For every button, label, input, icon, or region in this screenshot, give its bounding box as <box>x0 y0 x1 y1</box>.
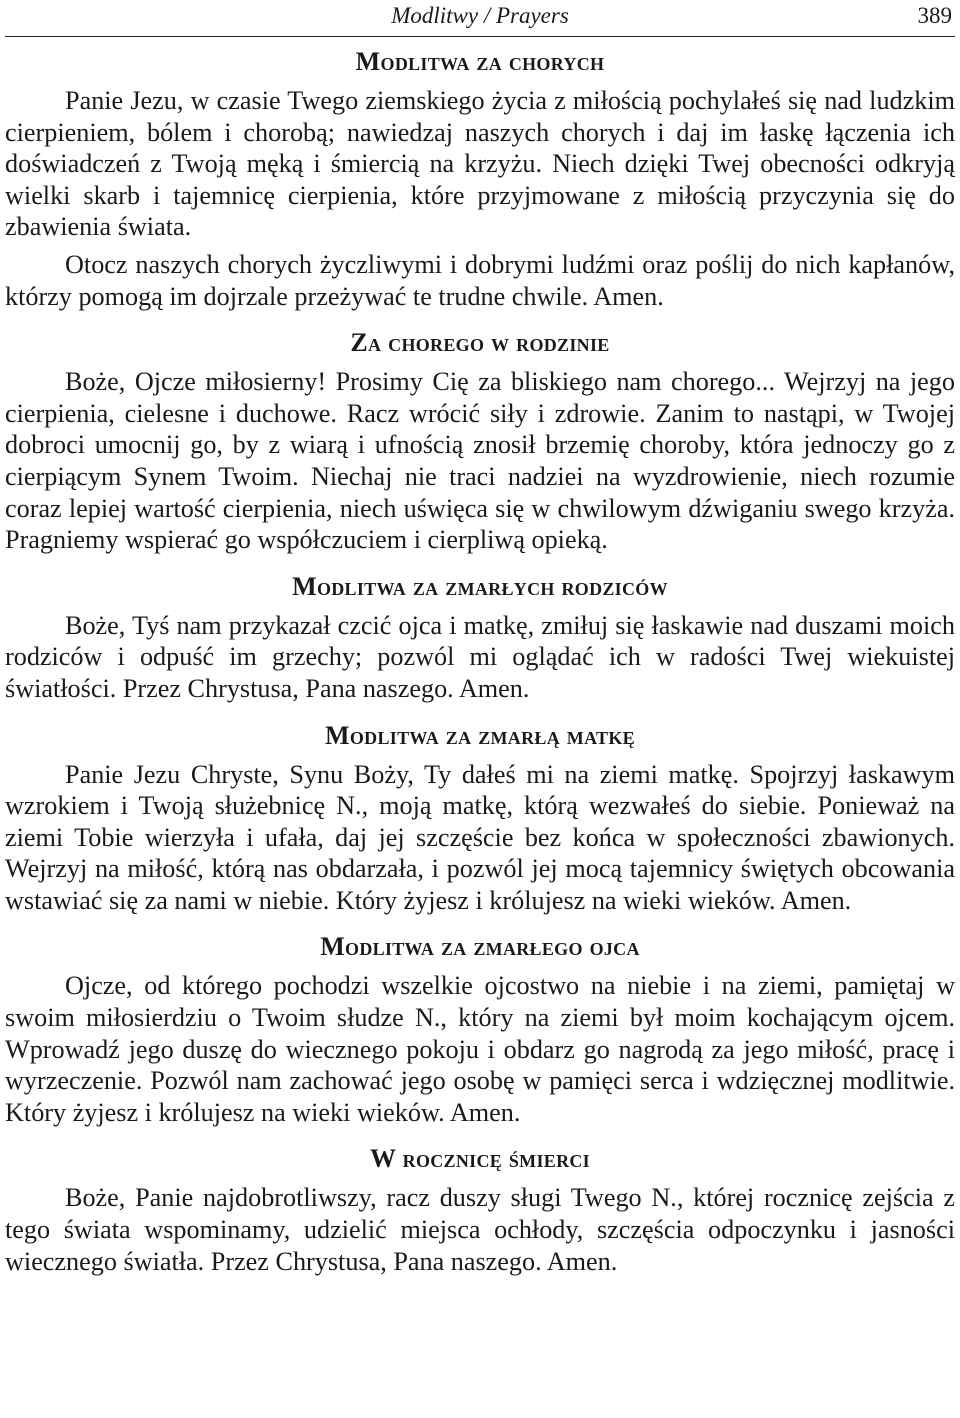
running-title: Modlitwy / Prayers <box>391 3 569 28</box>
section-heading: Modlitwa za chorych <box>355 47 605 76</box>
section-heading: Modlitwa za zmarłych rodziców <box>292 571 668 601</box>
section-death-anniversary <box>5 1142 955 1277</box>
section-prayer-for-the-sick <box>5 45 955 312</box>
paragraph: Boże, Panie najdobrotliwszy, racz duszy sługi Twego N., której rocznicę zejścia z tego świata wspominamy, udzielić miejsca ochłody, szczęścia odpoczynku i jasności wiecznego światła. Przez Chrystusa, Pana naszego. Amen. <box>5 1183 955 1276</box>
section-deceased-father <box>5 930 955 1128</box>
book-page <box>5 0 955 1291</box>
section-heading: Modlitwa za zmarłego ojca <box>320 932 640 962</box>
page-number: 389 <box>917 3 952 28</box>
paragraph: Otocz naszych chorych życzliwymi i dobrymi ludźmi oraz poślij do nich kapłanów, którzy pomogą im dojrzale przeżywać te trudne chwile. Amen. <box>5 249 955 311</box>
page-content <box>5 37 955 1277</box>
running-header <box>5 0 955 37</box>
section-deceased-mother <box>5 719 955 917</box>
paragraph: Boże, Ojcze miłosierny! Prosimy Cię za bliskiego nam chorego... Wejrzyj na jego cierpienia, cielesne i duchowe. Racz wrócić siły i zdrowie. Zanim to nastąpi, w Twojej dobroci umocnij go, by z wiarą i ufnością znosił brzemię choroby, która jednoczy go z cierpiącym Synem Twoim. Niechaj nie traci nadziei na wyzdrowienie, niech rozumie coraz lepiej wartość cierpienia, niech uświęca się w chwilowym dźwiganiu swego krzyża. Pragniemy wspierać go współczuciem i cierpliwą opieką. <box>5 367 955 555</box>
section-heading: W rocznicę śmierci <box>370 1144 590 1174</box>
section-deceased-parents <box>5 570 955 705</box>
paragraph: Boże, Tyś nam przykazał czcić ojca i matkę, zmiłuj się łaskawie nad duszami moich rodziców i odpuść im grzechy; pozwól mi oglądać ich w radości Twej wiekuistej światłości. Przez Chrystusa, Pana naszego. Amen. <box>5 610 955 703</box>
section-sick-in-family <box>5 326 955 556</box>
section-heading: Modlitwa za zmarłą matkę <box>325 720 635 750</box>
paragraph: Ojcze, od którego pochodzi wszelkie ojcostwo na niebie i na ziemi, pamiętaj w swoim miłosierdziu o Twoim słudze N., który na ziemi był moim kochającym ojcem. Wprowadź jego duszę do wiecznego pokoju i obdarz go nagrodą za jego miłość, pracę i wyrzeczenie. Pozwól nam zachować jego osobę w pamięci serca i wdzięcznej modlitwie. Który żyjesz i królujesz na wieki wieków. Amen. <box>5 971 955 1127</box>
paragraph: Panie Jezu Chryste, Synu Boży, Ty dałeś mi na ziemi matkę. Spojrzyj łaskawym wzrokiem i Twoją służebnicę N., moją matkę, którą wezwałeś do siebie. Ponieważ na ziemi Tobie wierzyła i ufała, daj jej szczęście bez końca w społeczności zbawionych. Wejrzyj na miłość, którą nas obdarzała, i pozwól jej mocą tajemnicy świętych obcowania wstawiać się za nami w niebie. Który żyjesz i królujesz na wieki wieków. Amen. <box>5 759 955 915</box>
paragraph: Panie Jezu, w czasie Twego ziemskiego życia z miłością pochylałeś się nad ludzkim cierpieniem, bólem i chorobą; nawiedzaj naszych chorych i daj im łaskę łączenia ich doświadczeń z Twoją męką i śmiercią na krzyżu. Niech dzięki Twej obecności odkryją wielki skarb i tajemnicę cierpienia, które przyjmowane z miłością przyczynia się do zbawienia świata. <box>5 86 955 242</box>
section-heading: Za chorego w rodzinie <box>350 328 610 358</box>
